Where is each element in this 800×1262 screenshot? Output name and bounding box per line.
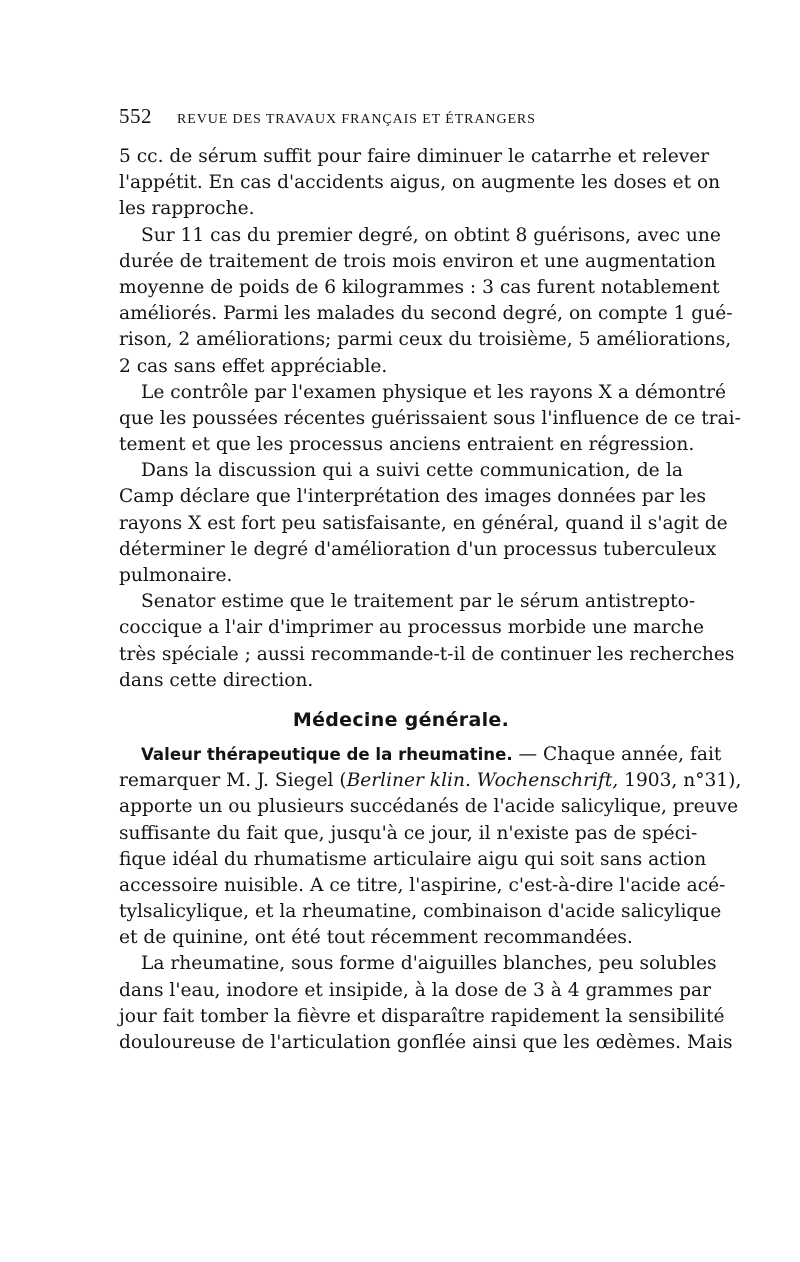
text-run: remarquer M. J. Siegel ( <box>119 770 347 792</box>
text-line <box>119 742 722 768</box>
text-line: 2 cas sans effet appréciable. <box>119 355 388 377</box>
text-line: les rapproche. <box>119 198 255 220</box>
article-title: Valeur thérapeutique de la rheumatine. <box>141 744 513 764</box>
section-heading: Médecine générale. <box>292 708 510 731</box>
page-content <box>119 104 742 1056</box>
results-paragraph <box>119 223 733 380</box>
text-line: fique idéal du rhumatisme articulaire aigu qui soit sans action <box>119 848 707 870</box>
text-line: dans l'eau, inodore et insipide, à la dose de 3 à 4 grammes par <box>119 979 712 1001</box>
text-line: rison, 2 améliorations; parmi ceux du troisième, 5 améliorations, <box>119 329 732 351</box>
text-line: Dans la discussion qui a suivi cette communication, de la <box>141 460 683 482</box>
text-line: l'appétit. En cas d'accidents aigus, on augmente les doses et on <box>119 172 721 194</box>
text-line: rayons X est fort peu satisfaisante, en général, quand il s'agit de <box>119 512 728 534</box>
text-line: durée de traitement de trois mois environ et une augmentation <box>119 250 716 272</box>
text-line: tylsalicylique, et la rheumatine, combinaison d'acide salicylique <box>119 901 722 923</box>
journal-title: REVUE DES TRAVAUX FRANÇAIS ET ÉTRANGERS <box>177 112 536 127</box>
text-line: améliorés. Parmi les malades du second degré, on compte 1 gué- <box>119 303 733 325</box>
text-line: déterminer le degré d'amélioration d'un processus tuberculeux <box>119 538 717 560</box>
text-line: Senator estime que le traitement par le sérum antistrepto- <box>141 591 696 613</box>
control-paragraph <box>119 380 741 459</box>
text-line: très spéciale ; aussi recommande-t-il de continuer les recherches <box>119 643 735 665</box>
text-line: 5 cc. de sérum suffit pour faire diminuer le catarrhe et relever <box>119 146 710 167</box>
text-line: que les poussées récentes guérissaient sous l'influence de ce trai- <box>119 407 741 429</box>
text-run: 1903, n°31), <box>618 770 742 792</box>
page-number: 552 <box>119 104 152 128</box>
text-line: jour fait tomber la fièvre et disparaître rapidement la sensibilité <box>119 1005 725 1027</box>
text-line: Le contrôle par l'examen physique et les rayons X a démontré <box>141 381 726 403</box>
text-line: douloureuse de l'articulation gonflée ainsi que les œdèmes. Mais <box>119 1032 733 1053</box>
text-line: tement et que les processus anciens entraient en régression. <box>119 434 695 456</box>
journal-citation: Berliner klin. Wochenschrift, <box>346 770 619 792</box>
text-line: pulmonaire. <box>119 565 233 586</box>
text-line: accessoire nuisible. A ce titre, l'aspirine, c'est-à-dire l'acide acé- <box>119 874 726 896</box>
text-line: La rheumatine, sous forme d'aiguilles blanches, peu solubles <box>141 953 717 975</box>
discussion-paragraph <box>119 458 728 589</box>
rheumatine-paragraph <box>119 951 733 1056</box>
text-line: coccique a l'air d'imprimer au processus morbide une marche <box>119 617 704 639</box>
text-line: apporte un ou plusieurs succédanés de l'acide salicylique, preuve <box>119 796 739 818</box>
text-line: Sur 11 cas du premier degré, on obtint 8 guérisons, avec une <box>141 224 721 246</box>
running-head <box>119 104 683 144</box>
senator-paragraph <box>119 589 735 694</box>
rheumatine-article <box>119 742 742 952</box>
text-line: suffisante du fait que, jusqu'à ce jour, il n'existe pas de spéci- <box>119 822 698 844</box>
text-line <box>119 768 742 794</box>
continued-paragraph <box>119 144 721 223</box>
text-line: Camp déclare que l'interprétation des images données par les <box>119 486 707 508</box>
text-line: dans cette direction. <box>119 669 314 691</box>
text-run: — Chaque année, fait <box>512 743 722 765</box>
text-line: moyenne de poids de 6 kilogrammes : 3 cas furent notablement <box>119 276 720 298</box>
text-line: et de quinine, ont été tout récemment recommandées. <box>119 927 633 949</box>
